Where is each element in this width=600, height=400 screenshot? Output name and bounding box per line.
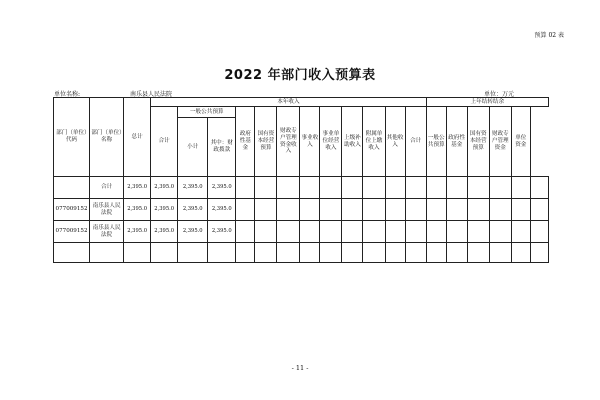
unit-label: 单位名称: (54, 91, 81, 98)
row-subtotal: 2,395.0 (178, 221, 208, 243)
row-name: 南乐县人民法院 (90, 221, 124, 243)
header-carry-general-budget: 一般公共预算 (426, 107, 446, 177)
row-code: 077009152 (54, 199, 90, 221)
header-carry-state-capital: 国有资本经营预算 (467, 107, 489, 177)
header-govt-fund: 政府性基金 (236, 107, 255, 177)
form-code: 预算 02 表 (534, 32, 564, 39)
income-budget-table (53, 97, 549, 263)
row-total: 2,395.0 (124, 221, 151, 243)
row-subtotal-col: 2,395.0 (151, 199, 178, 221)
row-subtotal-col: 2,395.0 (151, 221, 178, 243)
row-code: 077009152 (54, 221, 90, 243)
header-superior-subsidy: 上级补助收入 (342, 107, 363, 177)
row-fiscal-allocation: 2,395.0 (208, 199, 236, 221)
header-dept-name: 部门（单位）名称 (90, 98, 124, 177)
header-carry-special-funds: 财政专户管理资金 (489, 107, 511, 177)
header-affiliated-unit-remit: 附属单位上缴收入 (363, 107, 385, 177)
row-subtotal: 2,395.0 (178, 199, 208, 221)
row-fiscal-allocation: 2,395.0 (208, 221, 236, 243)
header-fiscal-allocation: 其中：财政拨款 (208, 118, 236, 177)
header-general-public-budget: 一般公共预算 (178, 107, 236, 118)
table-row-total (54, 177, 549, 199)
total-row-fiscal-allocation: 2,395.0 (208, 177, 236, 199)
unit-name: 南乐县人民法院 (130, 91, 173, 98)
page-number: - 11 - (291, 364, 309, 372)
header-special-fiscal-funds: 财政专户管理资金收入 (277, 107, 300, 177)
table-row (54, 199, 549, 221)
page-title: 2022 年部门收入预算表 (224, 68, 376, 83)
header-total: 总计 (124, 98, 151, 177)
row-total: 2,395.0 (124, 199, 151, 221)
header-business-income: 事业收入 (300, 107, 320, 177)
header-carry-total: 合计 (405, 107, 426, 177)
header-dept-code: 部门（单位）代码 (54, 98, 90, 177)
total-row-subtotal: 2,395.0 (178, 177, 208, 199)
header-subtotal-col: 合计 (151, 107, 178, 177)
total-row-total: 2,395.0 (124, 177, 151, 199)
header-carry-govt-fund: 政府性基金 (446, 107, 467, 177)
total-row-subtotal-col: 2,395.0 (151, 177, 178, 199)
header-carry-unit-funds: 单位资金 (511, 107, 530, 177)
header-unit-operating-income: 事业单位经营收入 (320, 107, 342, 177)
row-name: 南乐县人民法院 (90, 199, 124, 221)
header-prior-year-carryover: 上年结转结余 (426, 98, 548, 107)
header-subtotal: 小计 (178, 118, 208, 177)
header-state-capital: 国有资本经营预算 (255, 107, 277, 177)
header-current-year-income: 本年收入 (151, 98, 427, 107)
table-row-empty (54, 243, 549, 263)
total-row-label: 合计 (90, 177, 124, 199)
table-row (54, 221, 549, 243)
header-other-income: 其他收入 (385, 107, 405, 177)
money-unit: 单位：万元 (484, 91, 515, 98)
